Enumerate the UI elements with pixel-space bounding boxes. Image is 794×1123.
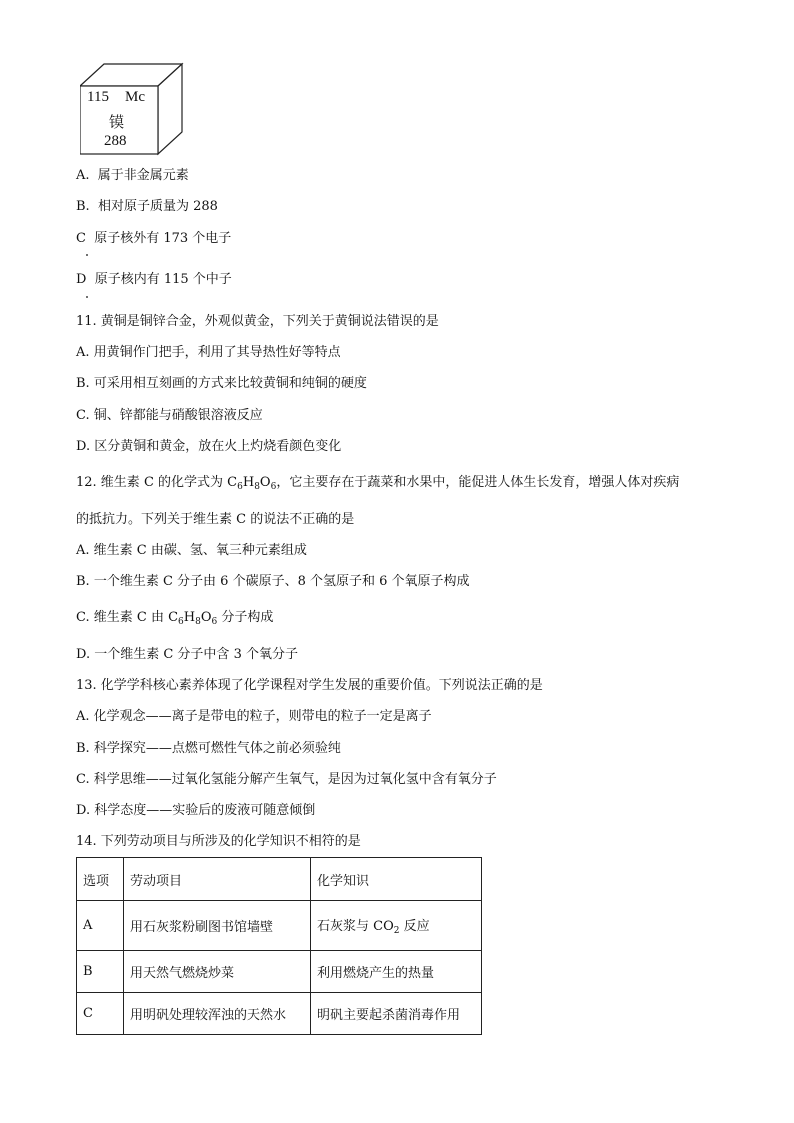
q12-option-c: C. 维生素 C 由 $C_6H_8O_6$ 分子构成	[76, 610, 274, 627]
q13-option-b: B. 科学探究——点燃可燃性气体之前必须验纯	[76, 741, 341, 756]
header-option: 选项	[77, 858, 124, 901]
q10-option-b: B. 相对原子质量为 288	[76, 199, 218, 214]
q13-stem: 13. 化学学科核心素养体现了化学课程对学生发展的重要价值。下列说法正确的是	[76, 678, 543, 693]
cell-knowledge: 石灰浆与 $CO_2$ 反应	[311, 901, 482, 951]
q12-option-b: B. 一个维生素 C 分子由 6 个碳原子、8 个氢原子和 6 个氧原子构成	[76, 574, 470, 589]
option-dot-mark	[86, 296, 88, 298]
cell-task: 用明矾处理较浑浊的天然水	[124, 993, 311, 1035]
q11-stem: 11. 黄铜是铜锌合金，外观似黄金，下列关于黄铜说法错误的是	[76, 314, 439, 329]
cell-option: B	[77, 951, 124, 993]
vitamin-c-formula: $C_6H_8O_6$	[227, 475, 277, 492]
q12-stem: 12. 维生素 C 的化学式为 $C_6H_8O_6$，它主要存在于蔬菜和水果中，能促进人体生长发育，增强人体对疾病	[76, 475, 680, 492]
table-row	[77, 951, 482, 993]
element-card-cube	[80, 62, 184, 156]
cell-task: 用石灰浆粉刷图书馆墙壁	[124, 901, 311, 951]
cell-task: 用天然气燃烧炒菜	[124, 951, 311, 993]
cell-knowledge: 利用燃烧产生的热量	[311, 951, 482, 993]
vitamin-c-formula: $C_6H_8O_6$	[168, 610, 218, 627]
q10-option-a: A. 属于非金属元素	[76, 168, 189, 183]
q11-option-c: C. 铜、锌都能与硝酸银溶液反应	[76, 408, 263, 423]
q13-option-a: A. 化学观念——离子是带电的粒子，则带电的粒子一定是离子	[76, 709, 432, 724]
atomic-mass: 288	[104, 133, 127, 149]
cell-option: C	[77, 993, 124, 1035]
element-card	[80, 62, 184, 156]
atomic-number: 115	[87, 89, 109, 105]
header-knowledge: 化学知识	[311, 858, 482, 901]
element-symbol: Mc	[125, 89, 145, 105]
q12-option-a: A. 维生素 C 由碳、氢、氧三种元素组成	[76, 543, 307, 558]
q14-table	[76, 857, 482, 1035]
q11-option-a: A. 用黄铜作门把手，利用了其导热性好等特点	[76, 345, 341, 360]
q14-stem: 14. 下列劳动项目与所涉及的化学知识不相符的是	[76, 834, 361, 849]
q12-option-d: D. 一个维生素 C 分子中含 3 个氧分子	[76, 647, 298, 662]
q13-option-d: D. 科学态度——实验后的废液可随意倾倒	[76, 803, 316, 818]
cell-knowledge: 明矾主要起杀菌消毒作用	[311, 993, 482, 1035]
element-name: 镆	[109, 115, 125, 131]
table-row	[77, 993, 482, 1035]
table-row	[77, 901, 482, 951]
q11-option-d: D. 区分黄铜和黄金，放在火上灼烧看颜色变化	[76, 439, 342, 454]
q11-option-b: B. 可采用相互刻画的方式来比较黄铜和纯铜的硬度	[76, 376, 367, 391]
option-dot-mark	[86, 254, 88, 256]
header-task: 劳动项目	[124, 858, 311, 901]
q13-option-c: C. 科学思维——过氧化氢能分解产生氧气，是因为过氧化氢中含有氧分子	[76, 772, 497, 787]
q12-stem-line2: 的抵抗力。下列关于维生素 C 的说法不正确的是	[76, 512, 355, 527]
q10-option-c: C 原子核外有 173 个电子	[76, 231, 232, 246]
q10-option-d: D 原子核内有 115 个中子	[76, 272, 232, 287]
cell-option: A	[77, 901, 124, 951]
table-header-row	[77, 858, 482, 901]
